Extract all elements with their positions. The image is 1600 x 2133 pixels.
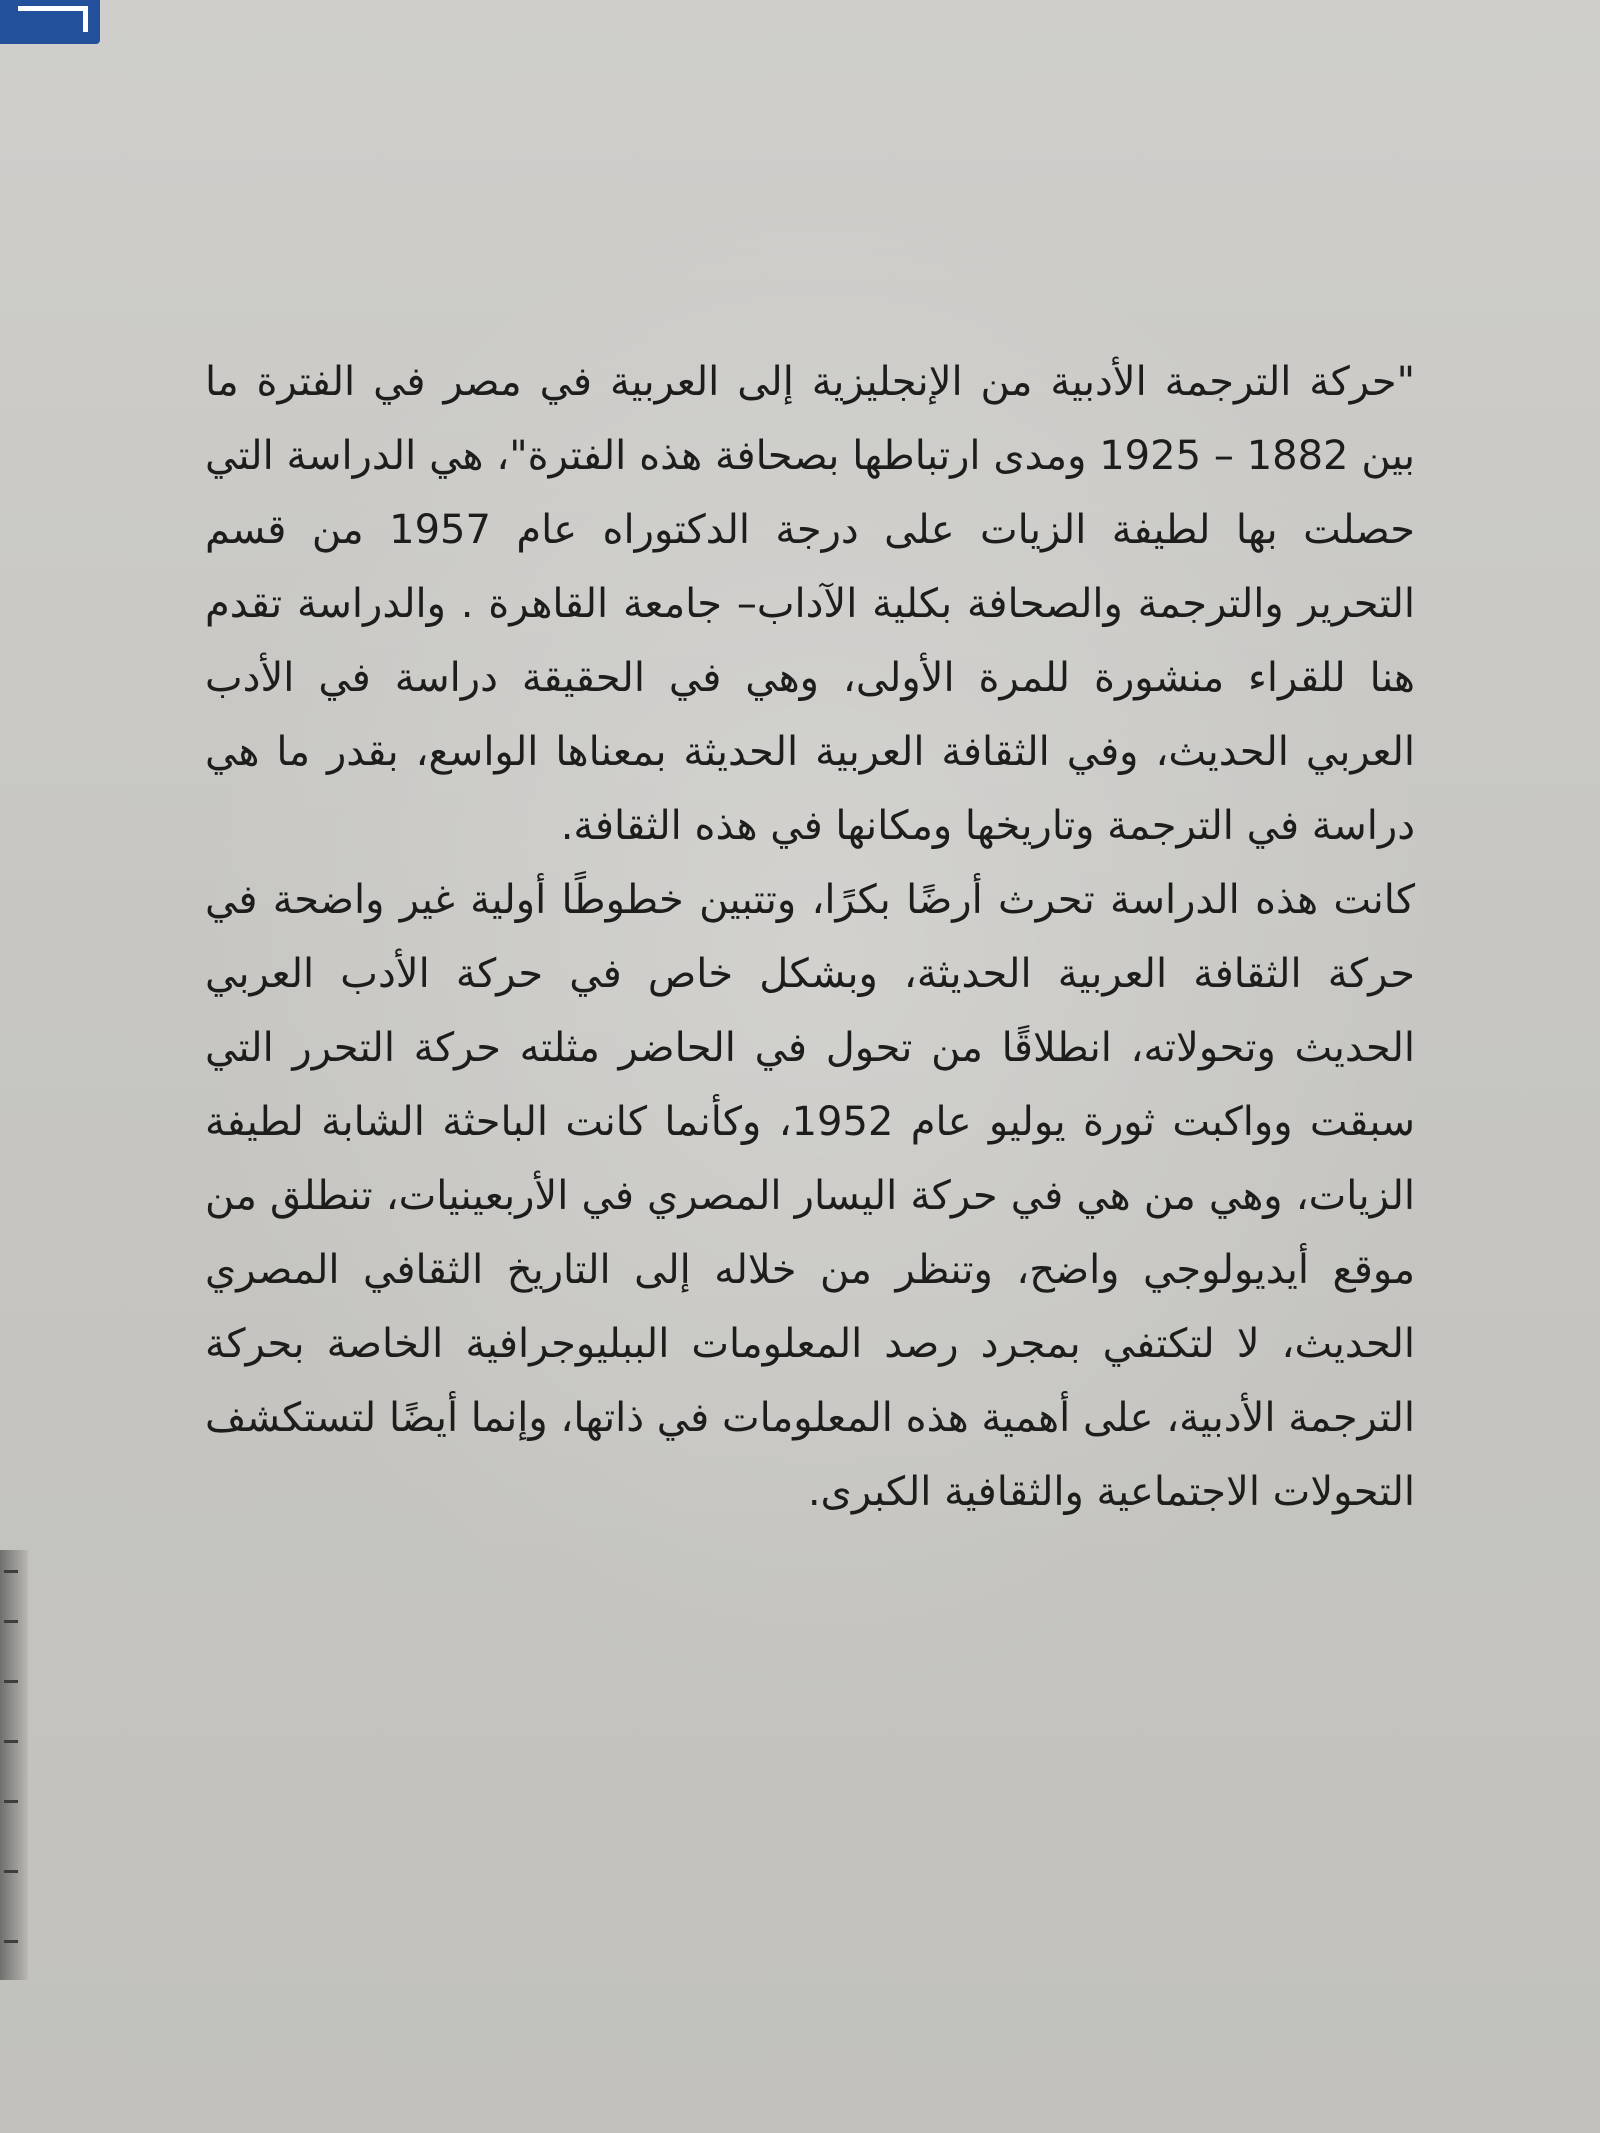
paragraph-2: كانت هذه الدراسة تحرث أرضًا بكرًا، وتتبين خطوطًا أولية غير واضحة في حركة الثقافة العربية الحديثة، وبشكل خاص في حركة الأدب العربي الحديث وتحولاته، انطلاقًا من تحول في الحاضر مثلته حركة التحرر التي سبقت وواكبت ثورة يوليو عام 1952، وكأنما كانت الباحثة الشابة لطيفة الزيات، وهي من هي في حركة اليسار المصري في الأربعينيات، تنطلق من موقع أيديولوجي واضح، وتنظر من خلاله إلى التاريخ الثقافي المصري الحديث، لا لتكتفي بمجرد رصد المعلومات الببليوجرافية الخاصة بحركة الترجمة الأدبية، على أهمية هذه المعلومات في ذاتها، وإنما أيضًا لتستكشف التحولات الاجتماعية والثقافية الكبرى.: [205, 877, 1416, 1515]
paragraph-1: "حركة الترجمة الأدبية من الإنجليزية إلى العربية في مصر في الفترة ما بين 1882 – 1925 ومدى ارتباطها بصحافة هذه الفترة"، هي الدراسة التي حصلت بها لطيفة الزيات على درجة الدكتوراه عام 1957 من قسم التحرير والترجمة والصحافة بكلية الآداب– جامعة القاهرة . والدراسة تقدم هنا للقراء منشورة للمرة الأولى، وهي في الحقيقة دراسة في الأدب العربي الحديث، وفي الثقافة العربية الحديثة بمعناها الواسع، بقدر ما هي دراسة في الترجمة وتاريخها ومكانها في هذه الثقافة.: [205, 359, 1415, 849]
book-spine-edge: [0, 1550, 28, 1980]
publisher-logo-icon: [0, 0, 100, 44]
back-cover-text: [205, 345, 1415, 1529]
